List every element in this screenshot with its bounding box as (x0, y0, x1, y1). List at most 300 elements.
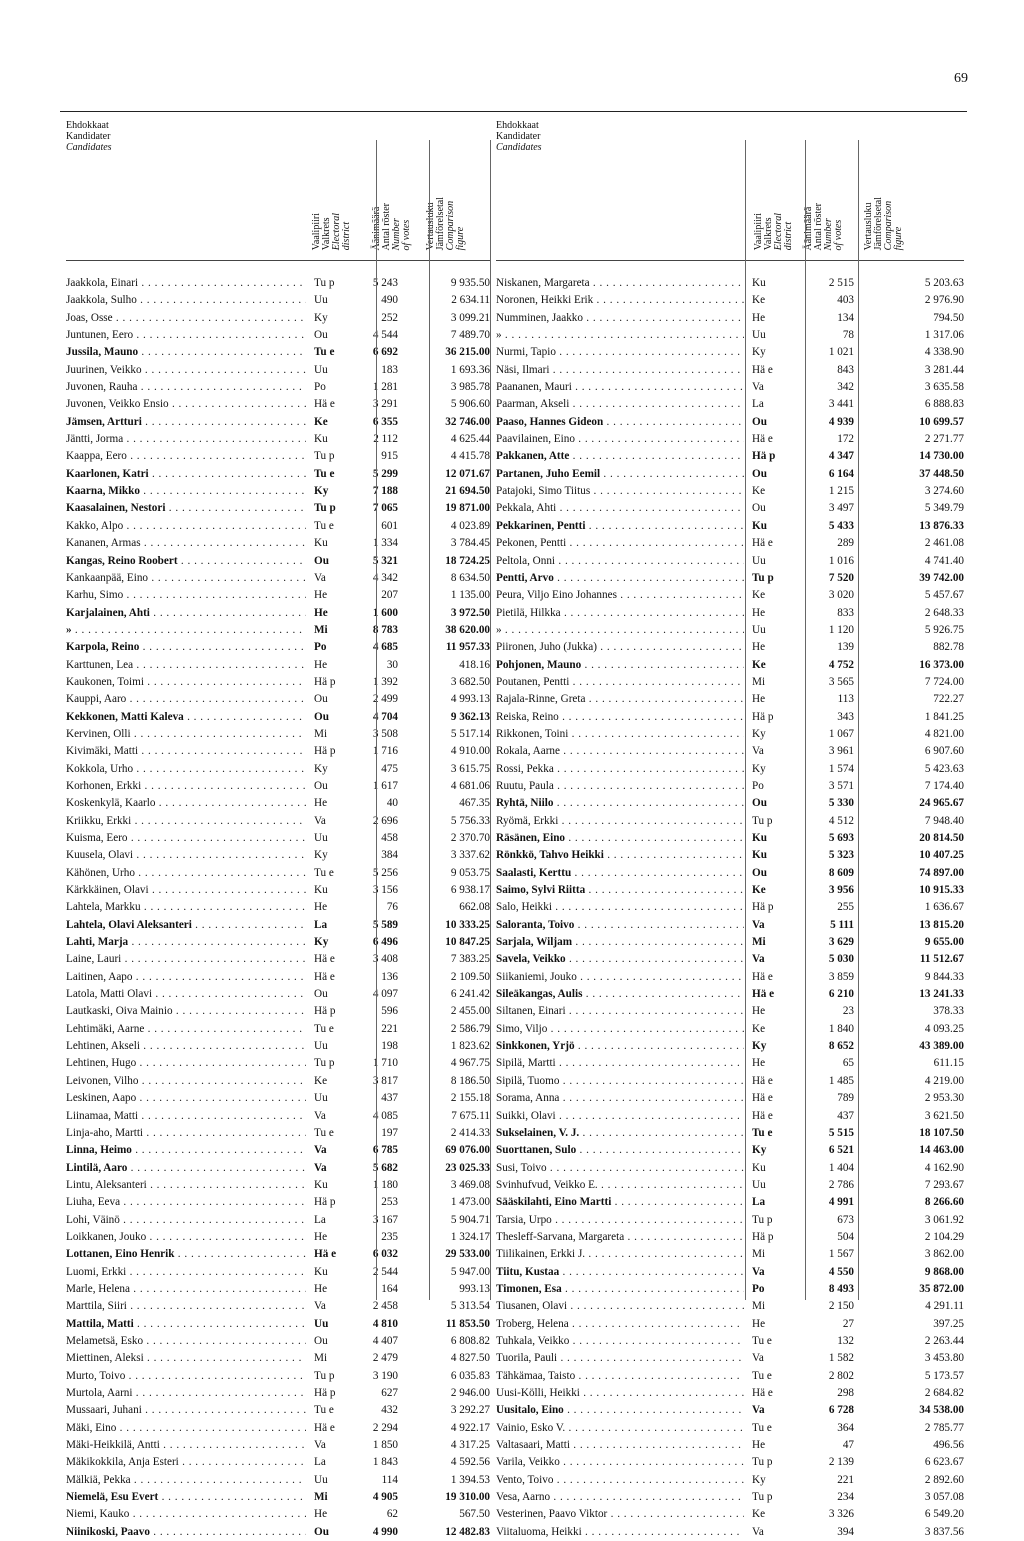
candidate-name: Uusitalo, Eino . . . (496, 1402, 744, 1419)
electoral-district: He (752, 641, 766, 654)
vote-count: 394 (837, 1525, 854, 1538)
header-en: Candidates (496, 142, 542, 153)
vote-count: 4 991 (828, 1196, 854, 1209)
header-en: Electoral (773, 212, 784, 250)
electoral-district: Va (314, 1439, 326, 1452)
candidate-name: Lintu, Aleksanteri . . . (66, 1177, 306, 1194)
vote-count: 1 840 (828, 1022, 854, 1035)
table-row (496, 1003, 964, 1020)
table-row (496, 570, 964, 587)
vote-count: 183 (381, 363, 398, 376)
candidate-name: Simo, Viljo . . . (496, 1021, 744, 1038)
table-row (66, 310, 490, 327)
candidate-name: Rajala-Rinne, Greta . . . (496, 691, 744, 708)
electoral-district: Uu (314, 363, 328, 376)
electoral-district: La (752, 1196, 766, 1209)
candidate-name: Leivonen, Vilho . . . (66, 1073, 306, 1090)
vote-count: 1 021 (828, 346, 854, 359)
vote-count: 1 016 (828, 554, 854, 567)
comparison-figure: 37 448.50 (919, 467, 964, 480)
table-row (66, 570, 490, 587)
candidate-name: » . . . (66, 622, 306, 639)
table-row (66, 1524, 490, 1541)
table-row (66, 448, 490, 465)
comparison-figure: 7 174.40 (924, 779, 964, 792)
candidate-name: Vesterinen, Paavo Viktor . . . (496, 1506, 744, 1523)
comparison-figure: 4 219.00 (924, 1074, 964, 1087)
comparison-figure: 6 549.20 (924, 1508, 964, 1521)
table-row (66, 1420, 490, 1437)
table-row (66, 379, 490, 396)
electoral-district: Ou (314, 1334, 328, 1347)
vote-count: 40 (386, 797, 398, 810)
table-row (496, 882, 964, 899)
vote-count: 2 139 (828, 1456, 854, 1469)
table-row (496, 1298, 964, 1315)
vote-count: 2 150 (828, 1300, 854, 1313)
electoral-district: Tu p (314, 502, 336, 515)
table-row (66, 657, 490, 674)
table-row (66, 761, 490, 778)
vote-count: 5 321 (372, 554, 398, 567)
vote-count: 1 067 (828, 727, 854, 740)
vote-count: 8 493 (828, 1282, 854, 1295)
table-row (496, 934, 964, 951)
table-row (66, 1177, 490, 1194)
comparison-figure: 3 985.78 (450, 381, 490, 394)
vote-count: 255 (837, 901, 854, 914)
header-fi: Vertausluku (425, 202, 436, 250)
comparison-figure: 9 362.13 (450, 710, 490, 723)
comparison-figure: 2 892.60 (924, 1473, 964, 1486)
table-row (66, 1298, 490, 1315)
comparison-figure: 5 313.54 (450, 1300, 490, 1313)
vote-count: 3 817 (372, 1074, 398, 1087)
candidate-name: Kervinen, Olli . . . (66, 726, 306, 743)
electoral-district: Uu (314, 294, 328, 307)
table-row (496, 813, 964, 830)
electoral-district: Uu (752, 1178, 766, 1191)
header-sv: Jämförelsetal (435, 196, 446, 250)
candidate-name: Karhu, Simo . . . (66, 587, 306, 604)
comparison-figure: 1 823.62 (450, 1040, 490, 1053)
vote-count: 5 030 (828, 953, 854, 966)
comparison-header (426, 197, 466, 250)
candidate-name: Koskenkylä, Kaarlo . . . (66, 795, 306, 812)
comparison-figure: 6 623.67 (924, 1456, 964, 1469)
candidate-name: Pentti, Arvo . . . (496, 570, 744, 587)
candidate-name: Linja-aho, Martti . . . (66, 1125, 306, 1142)
candidate-name: Mäkikokkila, Anja Esteri . . . (66, 1454, 306, 1471)
table-row (496, 1385, 964, 1402)
candidate-name: Lohi, Väinö . . . (66, 1212, 306, 1229)
comparison-figure: 6 907.60 (924, 745, 964, 758)
candidate-name: Savela, Veikko . . . (496, 951, 744, 968)
vote-count: 3 291 (372, 398, 398, 411)
header-en: Comparison (445, 200, 456, 250)
vote-count: 132 (837, 1334, 854, 1347)
electoral-district: Hä e (314, 953, 335, 966)
candidate-name: Kuisma, Eero . . . (66, 830, 306, 847)
vote-count: 5 243 (372, 277, 398, 289)
vote-count: 2 499 (372, 693, 398, 706)
vote-count: 342 (837, 381, 854, 394)
candidate-name: Reiska, Reino . . . (496, 709, 744, 726)
electoral-district: Hä p (314, 1387, 336, 1399)
comparison-figure: 2 634.11 (451, 294, 490, 307)
comparison-figure: 3 837.56 (924, 1525, 964, 1538)
table-row (496, 535, 964, 552)
vote-count: 1 334 (372, 537, 398, 550)
electoral-district: Va (752, 381, 764, 394)
comparison-figure: 7 383.25 (450, 953, 490, 966)
vote-count: 113 (837, 693, 854, 706)
comparison-figure: 4 681.06 (450, 779, 490, 792)
electoral-district: Ky (752, 1040, 767, 1053)
electoral-district: He (752, 1057, 766, 1070)
electoral-district: Va (752, 1404, 765, 1417)
vote-count: 2 802 (828, 1369, 854, 1382)
comparison-figure: 36 215.00 (445, 346, 490, 359)
comparison-figure: 611.15 (933, 1057, 964, 1070)
comparison-figure: 6 241.42 (450, 988, 490, 1001)
electoral-district: Ke (752, 1022, 766, 1035)
electoral-district: He (314, 589, 328, 602)
vote-count: 6 785 (372, 1144, 398, 1157)
vote-count: 1 617 (372, 779, 398, 792)
comparison-figure: 3 337.62 (450, 849, 490, 862)
column-divider (490, 140, 491, 1300)
vote-count: 7 188 (372, 485, 398, 498)
comparison-figure: 2 976.90 (924, 294, 964, 307)
comparison-figure: 11 853.50 (445, 1317, 490, 1330)
candidate-name: Saalasti, Kerttu . . . (496, 865, 744, 882)
candidate-name: Niemelä, Esu Evert . . . (66, 1489, 306, 1506)
electoral-district: Tu e (314, 1404, 334, 1417)
vote-count: 5 330 (828, 797, 854, 810)
vote-count: 3 190 (372, 1369, 398, 1382)
header-sv: Jämförelsetal (873, 196, 884, 250)
table-row (496, 1420, 964, 1437)
vote-count: 197 (381, 1126, 398, 1139)
comparison-figure: 14 463.00 (919, 1144, 964, 1157)
header-en: of votes (401, 219, 412, 250)
candidate-name: Kangas, Reino Roobert . . . (66, 553, 306, 570)
header-sv: Valkrets (763, 217, 774, 250)
comparison-figure: 3 292.27 (450, 1404, 490, 1417)
comparison-figure: 10 333.25 (445, 918, 490, 931)
electoral-district: Po (314, 641, 327, 654)
comparison-figure: 1 636.67 (924, 901, 964, 914)
candidate-name: Rikkonen, Toini . . . (496, 726, 744, 743)
left-table (66, 120, 490, 1541)
candidate-name: Pakkanen, Atte . . . (496, 448, 744, 465)
electoral-district: Tu e (752, 1421, 772, 1434)
table-row (496, 1177, 964, 1194)
table-row (66, 1506, 490, 1523)
electoral-district: Hä e (752, 433, 773, 446)
table-row (496, 1524, 964, 1541)
candidate-name: Tarsia, Urpo . . . (496, 1212, 744, 1229)
comparison-figure: 39 742.00 (919, 571, 964, 584)
candidate-name: Tiusanen, Olavi . . . (496, 1298, 744, 1315)
electoral-district: He (752, 693, 766, 706)
table-row (496, 1212, 964, 1229)
electoral-district: Po (314, 381, 326, 394)
vote-count: 5 693 (828, 832, 854, 844)
candidate-name: Mälkiä, Pekka . . . (66, 1472, 306, 1489)
candidate-name: Niinikoski, Paavo . . . (66, 1524, 306, 1541)
vote-count: 6 692 (372, 346, 398, 359)
vote-count: 833 (837, 606, 854, 619)
comparison-figure: 2 684.82 (924, 1387, 964, 1399)
comparison-figure: 10 915.33 (919, 884, 964, 897)
vote-count: 5 589 (372, 918, 398, 931)
vote-count: 1 574 (828, 762, 854, 775)
comparison-figure: 4 317.25 (450, 1439, 490, 1452)
table-row (496, 709, 964, 726)
comparison-figure: 5 906.60 (450, 398, 490, 411)
table-row (496, 431, 964, 448)
candidate-name: Paavilainen, Eino . . . (496, 431, 744, 448)
candidate-name: Peura, Viljo Eino Johannes . . . (496, 587, 744, 604)
candidate-name: Kaukonen, Toimi . . . (66, 674, 306, 691)
header-en: Number (391, 217, 402, 250)
electoral-district: Hä e (752, 1074, 773, 1087)
vote-count: 5 256 (372, 866, 398, 879)
candidate-name: Jäntti, Jorma . . . (66, 431, 306, 448)
electoral-district: Hä p (752, 710, 774, 723)
vote-count: 1 716 (372, 745, 398, 758)
comparison-figure: 2 155.18 (450, 1092, 490, 1105)
candidate-name: Tiilikainen, Erkki J. . . . (496, 1246, 744, 1263)
vote-count: 221 (381, 1022, 398, 1035)
vote-count: 1 843 (372, 1456, 398, 1469)
comparison-figure: 34 538.00 (919, 1404, 964, 1417)
vote-count: 4 905 (372, 1491, 398, 1504)
comparison-figure: 20 814.50 (919, 832, 964, 844)
vote-count: 2 544 (372, 1265, 398, 1278)
vote-count: 1 180 (372, 1178, 398, 1191)
candidate-name: Pietilä, Hilkka . . . (496, 605, 744, 622)
electoral-district: Mi (314, 1352, 328, 1365)
electoral-district: He (752, 1439, 766, 1452)
electoral-district: Tu e (752, 1334, 772, 1347)
table-row (66, 1489, 490, 1506)
candidate-name: Partanen, Juho Eemil . . . (496, 466, 744, 483)
table-row (66, 865, 490, 882)
vote-count: 30 (386, 658, 398, 671)
comparison-figure: 3 682.50 (450, 675, 490, 688)
electoral-district: Hä e (752, 988, 775, 1001)
votes-header (372, 203, 412, 251)
vote-count: 5 682 (372, 1161, 398, 1174)
electoral-district: Hä p (314, 675, 336, 688)
comparison-figure: 4 910.00 (450, 745, 490, 758)
table-row (496, 1194, 964, 1211)
candidate-name: Kuusela, Olavi . . . (66, 847, 306, 864)
table-row (66, 1229, 490, 1246)
comparison-figure: 4 291.11 (925, 1300, 964, 1313)
vote-count: 164 (381, 1282, 398, 1295)
vote-count: 2 112 (373, 433, 398, 446)
vote-count: 1 404 (828, 1161, 854, 1174)
candidate-name: Vento, Toivo . . . (496, 1472, 744, 1489)
comparison-figure: 13 876.33 (919, 519, 964, 532)
electoral-district: Mi (314, 727, 328, 740)
comparison-figure: 69 076.00 (445, 1144, 490, 1157)
comparison-figure: 2 263.44 (924, 1334, 964, 1347)
table-row (496, 379, 964, 396)
comparison-figure: 3 453.80 (924, 1352, 964, 1365)
electoral-district: Ke (314, 1074, 328, 1087)
table-row (496, 951, 964, 968)
vote-count: 221 (837, 1473, 854, 1486)
electoral-district: Ou (314, 779, 328, 792)
vote-count: 136 (381, 970, 398, 983)
electoral-district: Tu p (752, 814, 773, 827)
comparison-figure: 8 634.50 (450, 571, 490, 584)
candidate-name: Sipilä, Martti . . . (496, 1055, 744, 1072)
candidate-name: Numminen, Jaakko . . . (496, 310, 744, 327)
table-row (66, 1454, 490, 1471)
comparison-figure: 4 415.78 (450, 450, 490, 463)
comparison-figure: 6 035.83 (450, 1369, 490, 1382)
electoral-district: Mi (752, 675, 766, 688)
vote-count: 1 600 (372, 606, 398, 619)
candidate-name: Juvonen, Veikko Ensio . . . (66, 396, 306, 413)
candidate-name: Pohjonen, Mauno . . . (496, 657, 744, 674)
table-row (66, 587, 490, 604)
electoral-district: Uu (314, 1040, 328, 1053)
comparison-figure: 3 621.50 (924, 1109, 964, 1122)
vote-count: 3 961 (828, 745, 854, 758)
vote-count: 253 (381, 1196, 398, 1209)
vote-count: 437 (381, 1092, 398, 1105)
candidate-name: Valtasaari, Matti . . . (496, 1437, 744, 1454)
right-table (496, 120, 964, 1541)
comparison-figure: 5 203.63 (924, 277, 964, 289)
table-row (496, 1021, 964, 1038)
candidate-name: Mussaari, Juhani . . . (66, 1402, 306, 1419)
table-row (66, 1055, 490, 1072)
comparison-figure: 1 135.00 (450, 589, 490, 602)
vote-count: 3 156 (372, 884, 398, 897)
vote-count: 3 565 (828, 675, 854, 688)
electoral-district: Ku (752, 277, 766, 289)
vote-count: 601 (381, 519, 398, 532)
comparison-figure: 3 281.44 (924, 363, 964, 376)
electoral-district: Va (752, 953, 765, 966)
electoral-district: Tu e (314, 1022, 334, 1035)
candidate-name: Lahtela, Markku . . . (66, 899, 306, 916)
comparison-figure: 2 946.00 (450, 1387, 490, 1399)
candidate-name: Karjalainen, Ahti . . . (66, 605, 306, 622)
table-row (66, 362, 490, 379)
table-row (496, 795, 964, 812)
table-row (496, 1472, 964, 1489)
electoral-district: Hä p (752, 1230, 774, 1243)
electoral-district: Ke (752, 294, 766, 307)
table-row (66, 1472, 490, 1489)
table-row (496, 310, 964, 327)
electoral-district: Va (314, 1109, 326, 1122)
table-row (66, 709, 490, 726)
candidate-name: Jaakkola, Sulho . . . (66, 292, 306, 309)
comparison-figure: 7 293.67 (924, 1178, 964, 1191)
comparison-figure: 662.08 (459, 901, 490, 914)
candidate-name: Varila, Veikko . . . (496, 1454, 744, 1471)
table-row (66, 795, 490, 812)
header-sv: Kandidater (66, 131, 111, 142)
comparison-figure: 2 461.08 (924, 537, 964, 550)
table-row (66, 431, 490, 448)
table-row (496, 414, 964, 431)
comparison-figure: 794.50 (933, 311, 964, 324)
comparison-figure: 43 389.00 (919, 1040, 964, 1053)
electoral-district: Ku (314, 884, 328, 897)
comparison-figure: 35 872.00 (919, 1282, 964, 1295)
header-en: figure (893, 226, 904, 250)
vote-count: 1 567 (828, 1248, 854, 1261)
header-sv: Kandidater (496, 131, 541, 142)
table-header (66, 120, 490, 261)
candidate-name: Kaasalainen, Nestori . . . (66, 500, 306, 517)
electoral-district: Ku (752, 1161, 766, 1174)
vote-count: 4 407 (372, 1334, 398, 1347)
candidate-name: Laine, Lauri . . . (66, 951, 306, 968)
vote-count: 4 685 (372, 641, 398, 654)
vote-count: 6 496 (372, 936, 398, 949)
table-row (496, 1264, 964, 1281)
vote-count: 4 544 (372, 329, 398, 342)
comparison-figure: 6 808.82 (450, 1334, 490, 1347)
table-row (496, 1506, 964, 1523)
table-row (66, 1021, 490, 1038)
candidate-name: Kaarna, Mikko . . . (66, 483, 306, 500)
vote-count: 289 (837, 537, 854, 550)
vote-count: 343 (837, 710, 854, 723)
table-row (496, 518, 964, 535)
vote-count: 1 582 (828, 1352, 854, 1365)
electoral-district: Ke (752, 485, 766, 498)
table-row (66, 275, 490, 292)
table-row (496, 292, 964, 309)
candidate-name: Murto, Toivo . . . (66, 1368, 306, 1385)
vote-count: 8 652 (828, 1040, 854, 1053)
candidate-name: Luomi, Erkki . . . (66, 1264, 306, 1281)
electoral-district: Mi (752, 936, 766, 949)
candidate-name: Kakko, Alpo . . . (66, 518, 306, 535)
candidate-name: » . . . (496, 327, 744, 344)
comparison-figure: 4 093.25 (924, 1022, 964, 1035)
comparison-figure: 2 370.70 (450, 832, 490, 844)
electoral-district: Hä e (314, 1248, 337, 1261)
vote-count: 3 508 (372, 727, 398, 740)
comparison-figure: 2 109.50 (450, 970, 490, 983)
candidates-header (66, 120, 112, 153)
candidates-header (496, 120, 542, 153)
electoral-district: Hä e (752, 1387, 773, 1399)
vote-count: 3 859 (828, 970, 854, 983)
vote-count: 4 939 (828, 415, 854, 428)
candidate-name: Lahti, Marja . . . (66, 934, 306, 951)
vote-count: 1 215 (828, 485, 854, 498)
electoral-district: He (314, 1508, 328, 1521)
comparison-figure: 11 957.33 (445, 641, 490, 654)
vote-count: 4 342 (372, 571, 398, 584)
comparison-figure: 1 324.17 (450, 1230, 490, 1243)
